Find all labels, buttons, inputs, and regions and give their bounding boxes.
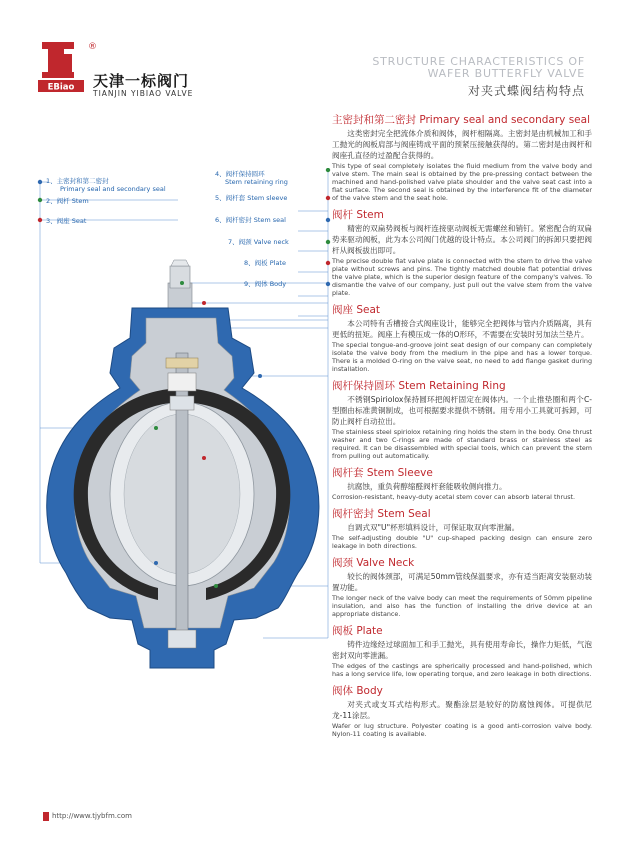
legend-num: 9、	[244, 280, 255, 288]
legend-dot-2	[38, 198, 42, 202]
page-title-cn: 对夹式蝶阀结构特点	[467, 84, 585, 98]
legend-item-9	[244, 280, 286, 288]
legend-cn: 阀颈	[238, 238, 252, 246]
section-title: 阀颈 Valve Neck	[332, 557, 415, 569]
legend-en: Valve neck	[253, 238, 289, 246]
section-title: 阀杆保持圆环 Stem Retaining Ring	[332, 380, 506, 392]
legend-dot-8	[326, 261, 330, 265]
valve-cross-section	[28, 168, 334, 688]
section-body-cn: 精密的双扁势阀板与阀杆连接驱动阀板无需螺丝和销钉。紧密配合的双扁势来驱动阀板，此为本公司阀门优越的设计特点。本公司阀门的拆卸只要把阀杆从阀板拔出即可。	[332, 224, 592, 255]
legend-cn: 阀座	[56, 217, 70, 225]
section-body-cn: 不锈钢Spiriolox保持圆环把阀杆固定在阀体内。一个止推垫圈和两个C-型圈由标准黄铜制成，也可根据要求提供不锈钢。用专用小工具就可拆卸，可防止阀杆自动拉出。	[332, 395, 592, 426]
section-valve-neck	[332, 556, 592, 618]
section-body-cn: 本公司特有舌槽接合式阀座设计，能够完全把阀体与管内介质隔离，具有更低的扭矩。阀座上有模压成一体的O形环，不需要在安装时另加法兰垫片。	[332, 319, 592, 339]
section-body-en: This type of seal completely isolates the fluid medium from the valve body and valve stem. The main seal is obtained by the pre-pressing contact between the machined and hand-polished valve plate shoulder and the valve seat cast into a flat surface. The second seal is obtained by the interference fit of the diameter of the valve stem and the seat hole.	[332, 162, 592, 202]
section-body-en: The self-adjusting double "U" cup-shaped packing design can ensure zero leakage in both directions.	[332, 534, 592, 550]
legend-item-4	[215, 170, 288, 186]
legend-cn: 主密封和第二密封	[56, 177, 109, 185]
legend-item-3	[46, 217, 86, 225]
valve-diagram	[28, 168, 334, 688]
section-body-cn: 抗腐蚀，重负荷醇缩醛阀杆套能吸收侧向推力。	[347, 482, 507, 491]
section-body-en: Wafer or lug structure. Polyester coating is a good anti-corrosion valve body. Nylon-11 coating is available.	[332, 722, 592, 738]
legend-dot-3	[38, 218, 42, 222]
section-body	[332, 684, 592, 738]
section-body-en: The edges of the castings are spherically processed and hand-polished, which has a long service life, low operating torque, and zero leakage in both directions.	[332, 662, 592, 678]
legend-num: 4、	[215, 170, 226, 178]
legend-dot-7	[326, 240, 330, 244]
section-title: 阀杆 Stem	[332, 209, 384, 221]
page-title-en-line2: WAFER BUTTERFLY VALVE	[427, 67, 585, 80]
legend-num: 1、	[46, 177, 57, 185]
section-body-en: The special tongue-and-groove joint seat design of our company can completely isolate the valve body from the medium in the pipe and has a lower torque. There is a molded O-ring on the valve seat, no need to add flange gasket during installation.	[332, 341, 592, 373]
stem-sleeve	[168, 373, 196, 391]
stem-retaining-ring	[166, 358, 198, 368]
legend-item-7	[228, 238, 289, 246]
section-primary-seal	[332, 113, 592, 202]
section-body-en: Corrosion-resistant, heavy-duty acetal stem cover can absorb lateral thrust.	[332, 493, 576, 501]
section-title: 阀杆密封 Stem Seal	[332, 508, 431, 520]
legend-dot-1	[38, 180, 42, 184]
section-title: 阀座 Seat	[332, 304, 381, 316]
legend-en: Stem sleeve	[247, 194, 288, 202]
section-stem-seal	[332, 507, 592, 550]
legend-num: 7、	[228, 238, 239, 246]
legend-item-2	[46, 197, 89, 205]
section-title: 阀体 Body	[332, 685, 383, 697]
section-title: 主密封和第二密封 Primary seal and secondary seal	[332, 114, 590, 126]
legend-num: 2、	[46, 197, 57, 205]
logo-wordmark: EBiao	[47, 82, 75, 92]
section-body-en: The longer neck of the valve body can meet the requirements of 50mm pipeline insulation, and also has the function of installing the drive device at an appropriate distance.	[332, 594, 592, 618]
section-body-cn: 较长的阀体颈部，可满足50mm管线保温要求，亦有适当距离安装驱动装置功能。	[332, 572, 592, 592]
legend-cn: 阀体	[254, 280, 268, 288]
legend-en: Stem seal	[253, 216, 286, 224]
section-seat	[332, 303, 592, 373]
legend-item-1	[46, 177, 166, 193]
legend-num: 6、	[215, 216, 226, 224]
brand-logo	[38, 42, 84, 92]
legend-item-8	[244, 259, 286, 267]
section-stem	[332, 208, 592, 297]
footer-website-link[interactable]: http://www.tjybfm.com	[52, 812, 132, 820]
legend-cn: 阀杆保持圆环	[225, 170, 265, 178]
legend-num: 3、	[46, 217, 57, 225]
section-stem-retaining-ring	[332, 379, 592, 460]
section-body-en: The precise double flat valve plate is connected with the stem to drive the valve plate without screws and pins. The tightly matched double flat potential drives the valve plate, which is the superior design feature of the company's valves. To dismantle the valve of our company, just pull out the valve stem from the valve plate.	[332, 257, 592, 297]
legend-item-5	[215, 194, 287, 202]
section-body-cn: 这类密封完全把流体介质和阀体，阀杆相隔离。主密封是由机械加工和手工抛光的阀板肩部与阀座铸成平面的预紧压接触获得的。第二密封是由阀杆和阀座孔直径的过盈配合获得的。	[332, 129, 592, 160]
section-body-cn: 铸件边缘经过球面加工和手工抛光，具有使用寿命长，操作力矩低，气泡密封双向零泄漏。	[332, 640, 592, 660]
footer-marker	[43, 812, 49, 821]
section-plate	[332, 624, 592, 678]
legend-item-6	[215, 216, 286, 224]
brand-name-en: TIANJIN YIBIAO VALVE	[93, 89, 194, 98]
legend-dot-5	[326, 196, 330, 200]
brand-name-cn: 天津一标阀门	[93, 72, 190, 90]
legend-en: Stem retaining ring	[225, 178, 288, 186]
legend-cn: 阀杆密封	[225, 216, 252, 224]
legend-cn: 阀杆套	[225, 194, 246, 202]
stem-seal	[170, 396, 194, 410]
section-body-cn: 自调式双"U"杯形填料设计，可保证取双向零泄漏。	[347, 523, 520, 532]
legend-num: 5、	[215, 194, 226, 202]
section-body-cn: 对夹式或支耳式结构形式。聚酯涂层是较好的防腐蚀阀体。可提供尼龙-11涂层。	[332, 700, 592, 720]
legend-dot-6	[326, 218, 330, 222]
legend-en: Stem	[71, 197, 89, 205]
feature-descriptions	[332, 113, 592, 744]
legend-en: Body	[269, 280, 287, 288]
legend-dot-9	[326, 282, 330, 286]
section-stem-sleeve	[332, 466, 592, 501]
legend-en: Primary seal and secondary seal	[60, 185, 166, 193]
section-title: 阀杆套 Stem Sleeve	[332, 467, 433, 479]
legend-dot-4	[326, 168, 330, 172]
section-title: 阀板 Plate	[332, 625, 383, 637]
page-title-en	[325, 56, 585, 80]
legend-en: Seat	[71, 217, 87, 225]
section-body-en: The stainless steel spiriolox retaining ring holds the stem in the body. One thrust washer and two C-rings are made of standard brass or stainless steel as required. It can be disassembled with special tools, which can prevent the stem from pulling out automatically.	[332, 428, 592, 460]
legend-num: 8、	[244, 259, 255, 267]
registered-mark: ®	[88, 42, 97, 52]
page-title-en-line1: STRUCTURE CHARACTERISTICS OF	[372, 55, 585, 68]
legend-cn: 阀板	[254, 259, 268, 267]
legend-cn: 阀杆	[56, 197, 70, 205]
legend-en: Plate	[269, 259, 286, 267]
